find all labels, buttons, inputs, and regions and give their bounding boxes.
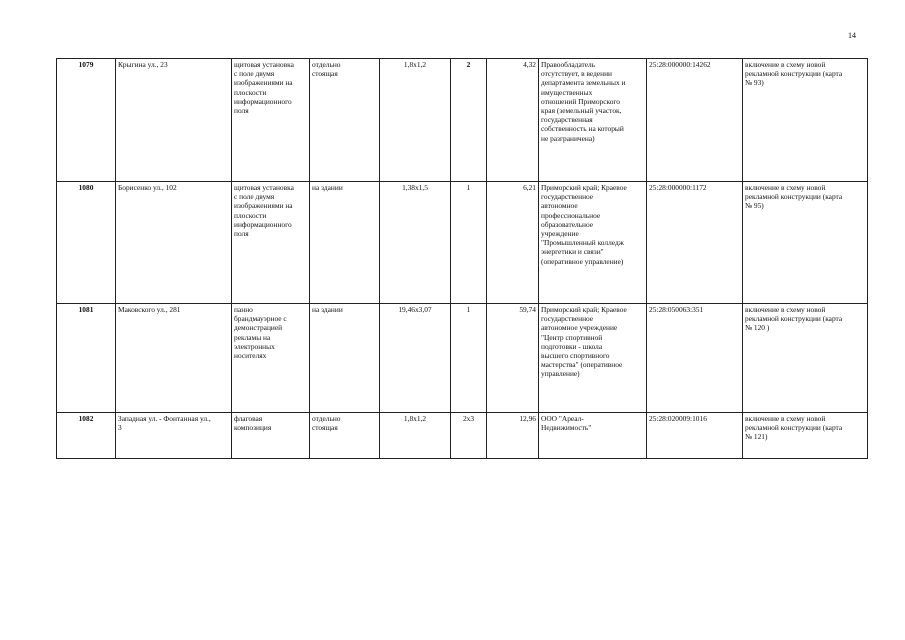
area-cell: 12,96	[487, 413, 539, 459]
address-cell: Маковского ул., 281	[116, 304, 232, 413]
area-cell: 6,21	[487, 182, 539, 304]
placement-cell: на здании	[310, 182, 380, 304]
address-cell: Западная ул. - Фонтанная ул., 3	[116, 413, 232, 459]
structure-type-cell: флаговая композиция	[232, 413, 310, 459]
sides-cell: 1	[451, 182, 487, 304]
size-cell: 1,8x1,2	[380, 413, 451, 459]
page-number: 14	[848, 31, 856, 40]
structure-type-cell: панно брандмауэрное с демонстрацией рекламы на электронных носителях	[232, 304, 310, 413]
sides-cell: 2x3	[451, 413, 487, 459]
note-cell: включение в схему новой рекламной конструкции (карта № 121)	[743, 413, 868, 459]
placement-cell: отдельно стоящая	[310, 59, 380, 182]
area-cell: 4,32	[487, 59, 539, 182]
address-cell: Крыгина ул., 23	[116, 59, 232, 182]
cadastral-number-cell: 25:28:000000:14262	[647, 59, 743, 182]
table-row	[57, 304, 868, 413]
note-cell: включение в схему новой рекламной конструкции (карта № 120 )	[743, 304, 868, 413]
table-row	[57, 182, 868, 304]
structure-type-cell: щитовая установка с поле двумя изображениями на плоскости информационного поля	[232, 182, 310, 304]
cadastral-number-cell: 25:28:020009:1016	[647, 413, 743, 459]
table-row	[57, 59, 868, 182]
advertising-structures-table	[56, 58, 868, 459]
note-cell: включение в схему новой рекламной конструкции (карта № 93)	[743, 59, 868, 182]
row-number: 1080	[57, 182, 116, 304]
placement-cell: отдельно стоящая	[310, 413, 380, 459]
row-number: 1081	[57, 304, 116, 413]
sides-cell: 2	[451, 59, 487, 182]
sides-cell: 1	[451, 304, 487, 413]
owner-cell: ООО "Ареал- Недвижимость"	[539, 413, 647, 459]
owner-cell: Приморский край; Краевое государственное автономное профессиональное образовательное учреждение "Промышленный колледж энергетики и связи" (оперативное управление)	[539, 182, 647, 304]
cadastral-number-cell: 25:28:050063:351	[647, 304, 743, 413]
size-cell: 1,38x1,5	[380, 182, 451, 304]
note-cell: включение в схему новой рекламной конструкции (карта № 95)	[743, 182, 868, 304]
owner-cell: Правообладатель отсутствует, в ведении департамента земельных и имущественных отношений Приморского края (земельный участок, государственная собственность на который не разграничена)	[539, 59, 647, 182]
area-cell: 59,74	[487, 304, 539, 413]
table-row	[57, 413, 868, 459]
size-cell: 1,8x1,2	[380, 59, 451, 182]
row-number: 1079	[57, 59, 116, 182]
size-cell: 19,46x3,07	[380, 304, 451, 413]
cadastral-number-cell: 25:28:000000:1172	[647, 182, 743, 304]
placement-cell: на здании	[310, 304, 380, 413]
owner-cell: Приморский край; Краевое государственное автономное учреждение "Центр спортивной подготовки - школа высшего спортивного мастерства" (оперативное управление)	[539, 304, 647, 413]
row-number: 1082	[57, 413, 116, 459]
structure-type-cell: щитовая установка с поле двумя изображениями на плоскости информационного поля	[232, 59, 310, 182]
address-cell: Борисенко ул., 102	[116, 182, 232, 304]
